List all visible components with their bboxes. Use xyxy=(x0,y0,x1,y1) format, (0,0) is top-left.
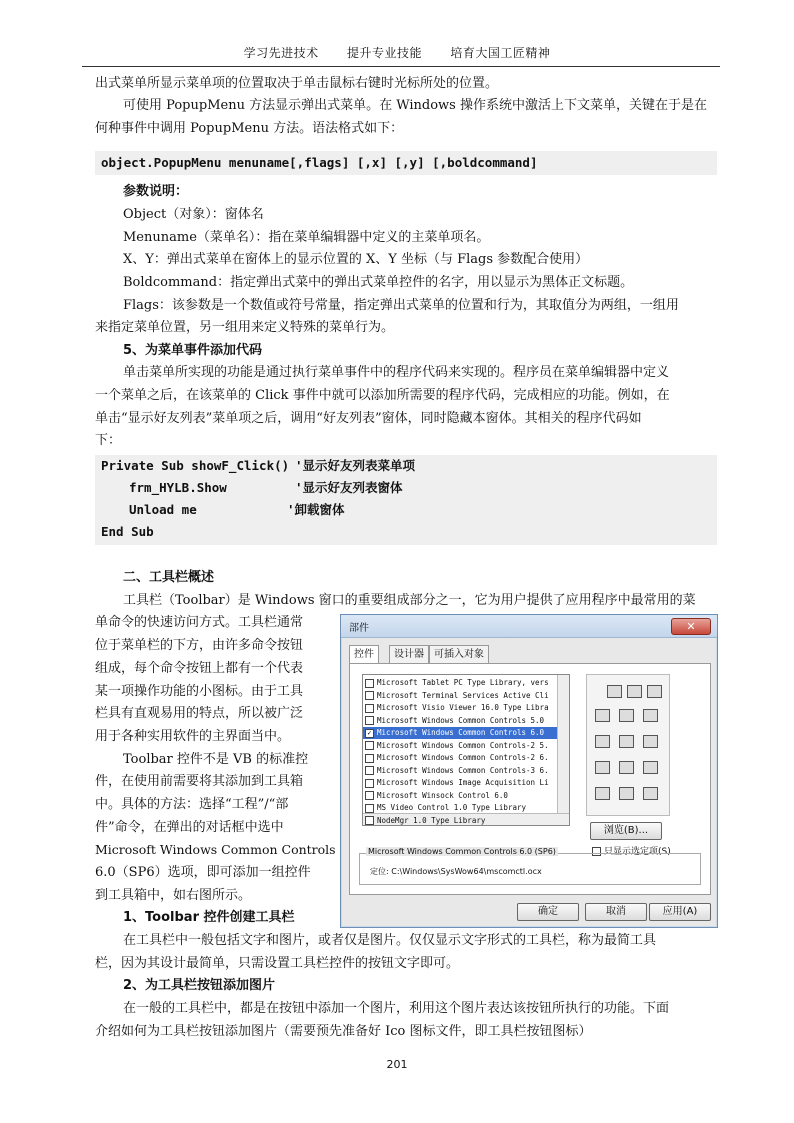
component-list-item-label: MS Video Control 1.0 Type Library xyxy=(377,803,527,812)
component-list-item-label: Microsoft Windows Common Controls-2 5. xyxy=(377,740,549,750)
checkbox-icon[interactable] xyxy=(365,754,374,763)
tab-designers[interactable]: 设计器 xyxy=(389,645,429,663)
param-flags: Flags：该参数是一个数值或符号常量，指定弹出式菜单的位置和行为，其取值分为两组，一组用 xyxy=(123,298,679,313)
paragraph: 何种事件中调用 PopupMenu 方法。语法格式如下： xyxy=(95,121,404,136)
component-list-item-label: Microsoft Terminal Services Active Cli xyxy=(377,690,549,700)
component-location: 定位: C:\Windows\SysWow64\mscomctl.ocx xyxy=(370,867,542,876)
paragraph: 介绍如何为工具栏按钮添加图片（需要预先准备好 Ico 图标文件，即工具栏按钮图标） xyxy=(95,1024,592,1039)
checkbox-icon[interactable] xyxy=(365,679,374,688)
treeview-icon xyxy=(619,709,634,722)
section-heading: 二、工具栏概述 xyxy=(123,570,215,585)
checkbox-icon[interactable] xyxy=(365,804,374,813)
component-list-item-label: Microsoft Windows Image Acquisition Li xyxy=(377,778,549,787)
checkbox-icon[interactable] xyxy=(365,816,374,825)
paragraph: 位于菜单栏的下方，由许多命令按钮 xyxy=(95,638,304,653)
header-item-1: 学习先进技术 xyxy=(243,46,319,60)
checkbox-icon[interactable] xyxy=(365,766,374,775)
component-list-item[interactable] xyxy=(363,740,557,752)
components-dialog xyxy=(340,614,718,928)
code-block xyxy=(95,455,717,545)
checkbox-checked-icon[interactable]: ✓ xyxy=(365,729,374,738)
flatscrollbar-icon xyxy=(619,787,634,800)
checkbox-icon[interactable] xyxy=(365,779,374,788)
code-comment: '显示好友列表窗体 xyxy=(295,480,403,495)
tab-controls[interactable]: 控件 xyxy=(349,645,379,664)
checkbox-icon[interactable] xyxy=(365,716,374,725)
paragraph: Microsoft Windows Common Controls xyxy=(95,842,336,857)
coolbar-icon xyxy=(643,787,658,800)
param-xy: X、Y：弹出式菜单在窗体上的显示位置的 X、Y 坐标（与 Flags 参数配合使用） xyxy=(123,252,589,267)
section-heading: 5、为菜单事件添加代码 xyxy=(123,343,263,358)
syntax-block xyxy=(95,151,717,175)
component-list[interactable] xyxy=(362,674,570,826)
tabstrip-icon xyxy=(595,709,610,722)
header-item-2: 提升专业技能 xyxy=(346,46,422,60)
paragraph: 工具栏（Toolbar）是 Windows 窗口的重要组成部分之一，它为用户提供了应用程序中最常用的菜 xyxy=(123,593,696,608)
monthview-icon xyxy=(643,761,658,774)
dialog-titlebar xyxy=(341,615,717,638)
component-list-item-label: Microsoft Tablet PC Type Library, vers xyxy=(377,678,549,687)
group-label: Microsoft Windows Common Controls 6.0 (SP6) xyxy=(368,847,556,856)
param-object: Object（对象）：窗体名 xyxy=(123,207,264,222)
component-list-item[interactable] xyxy=(363,752,557,764)
apply-button[interactable]: 应用(A) xyxy=(649,903,711,921)
imagelist-icon xyxy=(595,735,610,748)
code-line: Unload me xyxy=(129,502,197,517)
component-list-item[interactable] xyxy=(363,727,557,739)
paragraph: 到工具箱中，如右图所示。 xyxy=(95,888,252,903)
cancel-button[interactable]: 取消 xyxy=(585,903,647,921)
slider-icon xyxy=(619,735,634,748)
component-list-item[interactable] xyxy=(363,690,557,702)
code-line: frm_HYLB.Show xyxy=(129,480,227,495)
code-comment: '显示好友列表菜单项 xyxy=(295,458,416,473)
component-list-item-label: Microsoft Windows Common Controls 6.0 xyxy=(377,728,545,737)
paragraph: 用于各种实用软件的主界面当中。 xyxy=(95,729,291,744)
component-list-item[interactable] xyxy=(363,802,557,814)
statusbar-icon xyxy=(627,685,642,698)
updown-icon xyxy=(619,761,634,774)
tab-insertable-objects[interactable]: 可插入对象 xyxy=(429,645,489,663)
checkbox-icon[interactable] xyxy=(365,691,374,700)
browse-button[interactable]: 浏览(B)... xyxy=(590,822,662,840)
toolbox-preview xyxy=(586,674,670,816)
paragraph: 组成，每个命令按钮上都有一个代表 xyxy=(95,661,304,676)
paragraph: 在工具栏中一般包括文字和图片，或者仅是图片。仅仅显示文字形式的工具栏，称为最简工具 xyxy=(123,933,657,948)
page-number: 201 xyxy=(386,1058,408,1071)
checkbox-icon[interactable] xyxy=(365,704,374,713)
header-rule xyxy=(82,66,720,67)
section-heading: 1、Toolbar 控件创建工具栏 xyxy=(123,910,295,925)
header-item-3: 培育大国工匠精神 xyxy=(450,46,551,60)
section-heading: 2、为工具栏按钮添加图片 xyxy=(123,978,276,993)
datepicker-icon xyxy=(595,787,610,800)
component-list-item-label: NodeMgr 1.0 Type Library xyxy=(377,815,486,825)
component-list-item[interactable] xyxy=(363,765,557,777)
paragraph: 单击“显示好友列表”菜单项之后，调用“好友列表”窗体，同时隐藏本窗体。其相关的程序代码如 xyxy=(95,411,642,426)
params-heading: 参数说明： xyxy=(123,184,189,199)
running-header xyxy=(0,44,794,61)
component-list-item[interactable] xyxy=(363,677,557,689)
paragraph: 件”命令，在弹出的对话框中选中 xyxy=(95,820,284,835)
paragraph: 单击菜单所实现的功能是通过执行菜单事件中的程序代码来实现的。程序员在菜单编辑器中定义 xyxy=(123,365,670,380)
toolbar-icon xyxy=(607,685,622,698)
checkbox-icon[interactable] xyxy=(365,741,374,750)
paragraph: 在一般的工具栏中，都是在按钮中添加一个图片，利用这个图片表达该按钮所执行的功能。下面 xyxy=(123,1001,670,1016)
paragraph: 下： xyxy=(95,433,122,448)
ok-button[interactable]: 确定 xyxy=(517,903,579,921)
component-list-item[interactable] xyxy=(363,702,557,714)
dialog-title: 部件 xyxy=(349,623,369,634)
paragraph: 件，在使用前需要将其添加到工具箱 xyxy=(95,774,304,789)
paragraph: 一个菜单之后，在该菜单的 Click 事件中就可以添加所需要的程序代码，完成相应的功能。例如，在 xyxy=(95,388,670,403)
code-comment: '卸载窗体 xyxy=(287,502,345,517)
syntax-line: object.PopupMenu menuname[,flags] [,x] [,y] [,boldcommand] xyxy=(101,155,538,170)
param-boldcommand: Boldcommand：指定弹出式菜中的弹出式菜单控件的名字，用以显示为黑体正文标题。 xyxy=(123,275,634,290)
component-list-item[interactable] xyxy=(363,790,557,802)
listview-icon xyxy=(643,709,658,722)
paragraph: 某一项操作功能的小图标。由于工具 xyxy=(95,684,304,699)
component-list-item-label: Microsoft Windows Common Controls 5.0 xyxy=(377,715,545,725)
component-list-item-label: Microsoft Visio Viewer 16.0 Type Libra xyxy=(377,703,549,712)
imagecombo-icon xyxy=(643,735,658,748)
paragraph: 出式菜单所显示菜单项的位置取决于单击鼠标右键时光标所处的位置。 xyxy=(95,76,499,91)
close-icon[interactable]: ✕ xyxy=(671,618,711,635)
paragraph: 中。具体的方法：选择“工程”/“部 xyxy=(95,797,289,812)
paragraph: 可使用 PopupMenu 方法显示弹出式菜单。在 Windows 操作系统中激活上下文菜单，关键在于是在 xyxy=(123,98,707,113)
code-line: End Sub xyxy=(101,524,154,539)
param-menuname: Menuname（菜单名）：指在菜单编辑器中定义的主菜单项名。 xyxy=(123,230,490,245)
paragraph: Toolbar 控件不是 VB 的标准控 xyxy=(123,752,309,767)
component-list-item[interactable] xyxy=(363,815,557,827)
code-line: Private Sub showF_Click() xyxy=(101,458,290,473)
animation-icon xyxy=(595,761,610,774)
paragraph: 栏具有直观易用的特点，所以被广泛 xyxy=(95,706,304,721)
paragraph: 单命令的快速访问方式。工具栏通常 xyxy=(95,615,304,630)
checkbox-icon[interactable] xyxy=(365,791,374,800)
paragraph: 6.0（SP6）选项，即可添加一组控件 xyxy=(95,865,311,880)
component-list-item-label: Microsoft Winsock Control 6.0 xyxy=(377,790,508,800)
only-selected-label: 只显示选定项(S) xyxy=(604,847,671,857)
paragraph: 栏，因为其设计最简单，只需设置工具栏控件的按钮文字即可。 xyxy=(95,956,460,971)
progressbar-icon xyxy=(647,685,662,698)
component-list-item[interactable] xyxy=(363,777,557,789)
component-list-item-label: Microsoft Windows Common Controls-3 6. xyxy=(377,765,549,775)
list-vertical-scrollbar[interactable] xyxy=(557,675,569,813)
component-list-item-label: Microsoft Windows Common Controls-2 6. xyxy=(377,753,549,762)
component-list-item[interactable] xyxy=(363,715,557,727)
param-flags-cont: 来指定菜单位置，另一组用来定义特殊的菜单行为。 xyxy=(95,320,395,335)
